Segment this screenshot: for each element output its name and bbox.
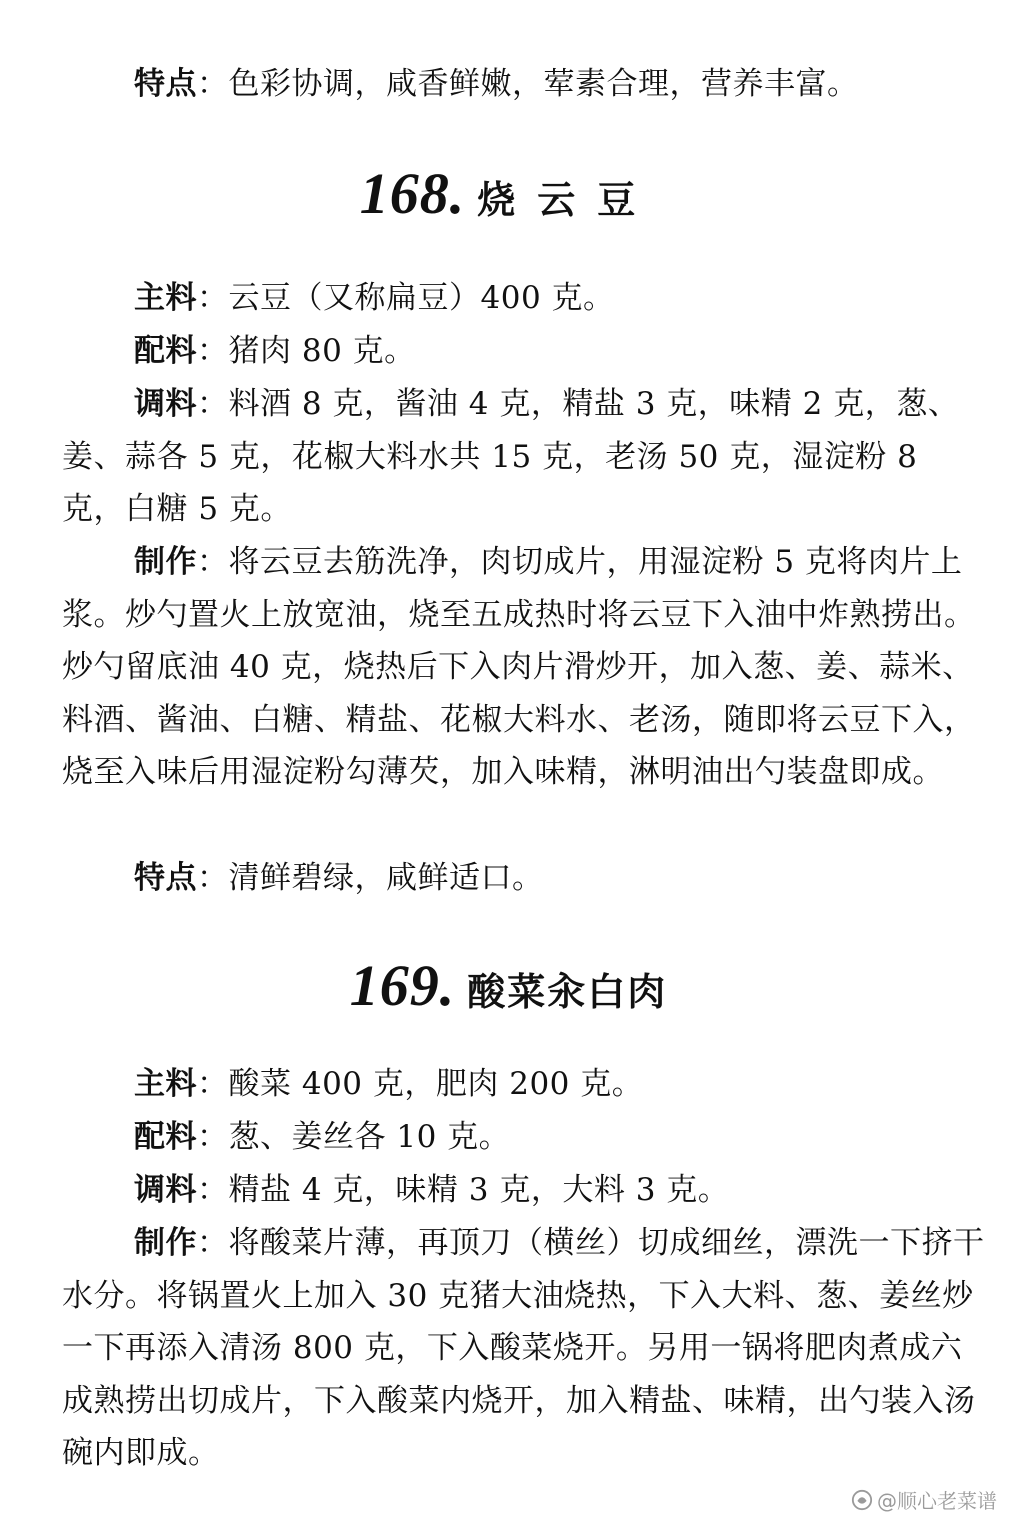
method-label: 制作 xyxy=(134,1225,197,1261)
recipe-169-method xyxy=(62,1217,987,1480)
main-ingredients-text: ：云豆（又称扁豆）400 克。 xyxy=(197,280,615,316)
feature-text: ：清鲜碧绿，咸鲜适口。 xyxy=(197,860,544,896)
side-ingredients-label: 配料 xyxy=(134,1119,197,1155)
recipe-168-seasonings xyxy=(62,378,987,536)
prev-recipe-feature xyxy=(62,58,987,111)
main-ingredients-label: 主料 xyxy=(134,280,197,316)
main-ingredients-text: ：酸菜 400 克，肥肉 200 克。 xyxy=(197,1066,644,1102)
recipe-number: 168. xyxy=(359,161,466,226)
recipe-168-side-ingredients xyxy=(62,325,987,378)
recipe-168-feature xyxy=(62,852,987,905)
recipe-168-main-ingredients xyxy=(62,272,987,325)
recipe-169-seasonings xyxy=(62,1164,987,1217)
recipe-name: 酸菜汆白肉 xyxy=(467,970,668,1014)
recipe-168-title xyxy=(0,160,1017,227)
method-label: 制作 xyxy=(134,544,197,580)
recipe-169-main-ingredients xyxy=(62,1058,987,1111)
recipe-number: 169. xyxy=(349,953,456,1018)
main-ingredients-label: 主料 xyxy=(134,1066,197,1102)
seasonings-label: 调料 xyxy=(134,1172,197,1208)
side-ingredients-label: 配料 xyxy=(134,333,197,369)
seasonings-text: ：料酒 8 克，酱油 4 克，精盐 3 克，味精 2 克，葱、姜、蒜各 5 克，花椒大料水共 15 克，老汤 50 克，湿淀粉 8 克，白糖 5 克。 xyxy=(62,386,960,527)
side-ingredients-text: ：猪肉 80 克。 xyxy=(197,333,416,369)
feature-label: 特点 xyxy=(134,860,197,896)
feature-text: ：色彩协调，咸香鲜嫩，荤素合理，营养丰富。 xyxy=(197,66,859,102)
side-ingredients-text: ：葱、姜丝各 10 克。 xyxy=(197,1119,511,1155)
method-text: ：将酸菜片薄，再顶刀（横丝）切成细丝，漂洗一下挤干水分。将锅置火上加入 30 克猪大油烧热，下入大料、葱、姜丝炒一下再添入清汤 800 克，下入酸菜烧开。另用一锅将肥肉煮成六成熟捞出切成片，下入酸菜内烧开，加入精盐、味精，出勺装入汤碗内即成。 xyxy=(62,1225,985,1471)
seasonings-label: 调料 xyxy=(134,386,197,422)
recipe-169-title xyxy=(0,952,1017,1019)
recipe-169-side-ingredients xyxy=(62,1111,987,1164)
seasonings-text: ：精盐 4 克，味精 3 克，大料 3 克。 xyxy=(197,1172,730,1208)
feature-label: 特点 xyxy=(134,66,197,102)
watermark-text: @顺心老菜谱 xyxy=(877,1489,997,1513)
watermark-logo-icon xyxy=(851,1489,873,1511)
method-text: ：将云豆去筋洗净，肉切成片，用湿淀粉 5 克将肉片上浆。炒勺置火上放宽油，烧至五成热时将云豆下入油中炸熟捞出。炒勺留底油 40 克，烧热后下入肉片滑炒开，加入葱、姜、蒜米、料酒、酱油、白糖、精盐、花椒大料水、老汤，随即将云豆下入，烧至入味后用湿淀粉勾薄芡，加入味精，淋明油出勺装盘即成。 xyxy=(62,544,976,790)
recipe-168-method xyxy=(62,536,987,799)
watermark xyxy=(851,1485,997,1514)
recipe-name: 烧云豆 xyxy=(477,178,658,222)
